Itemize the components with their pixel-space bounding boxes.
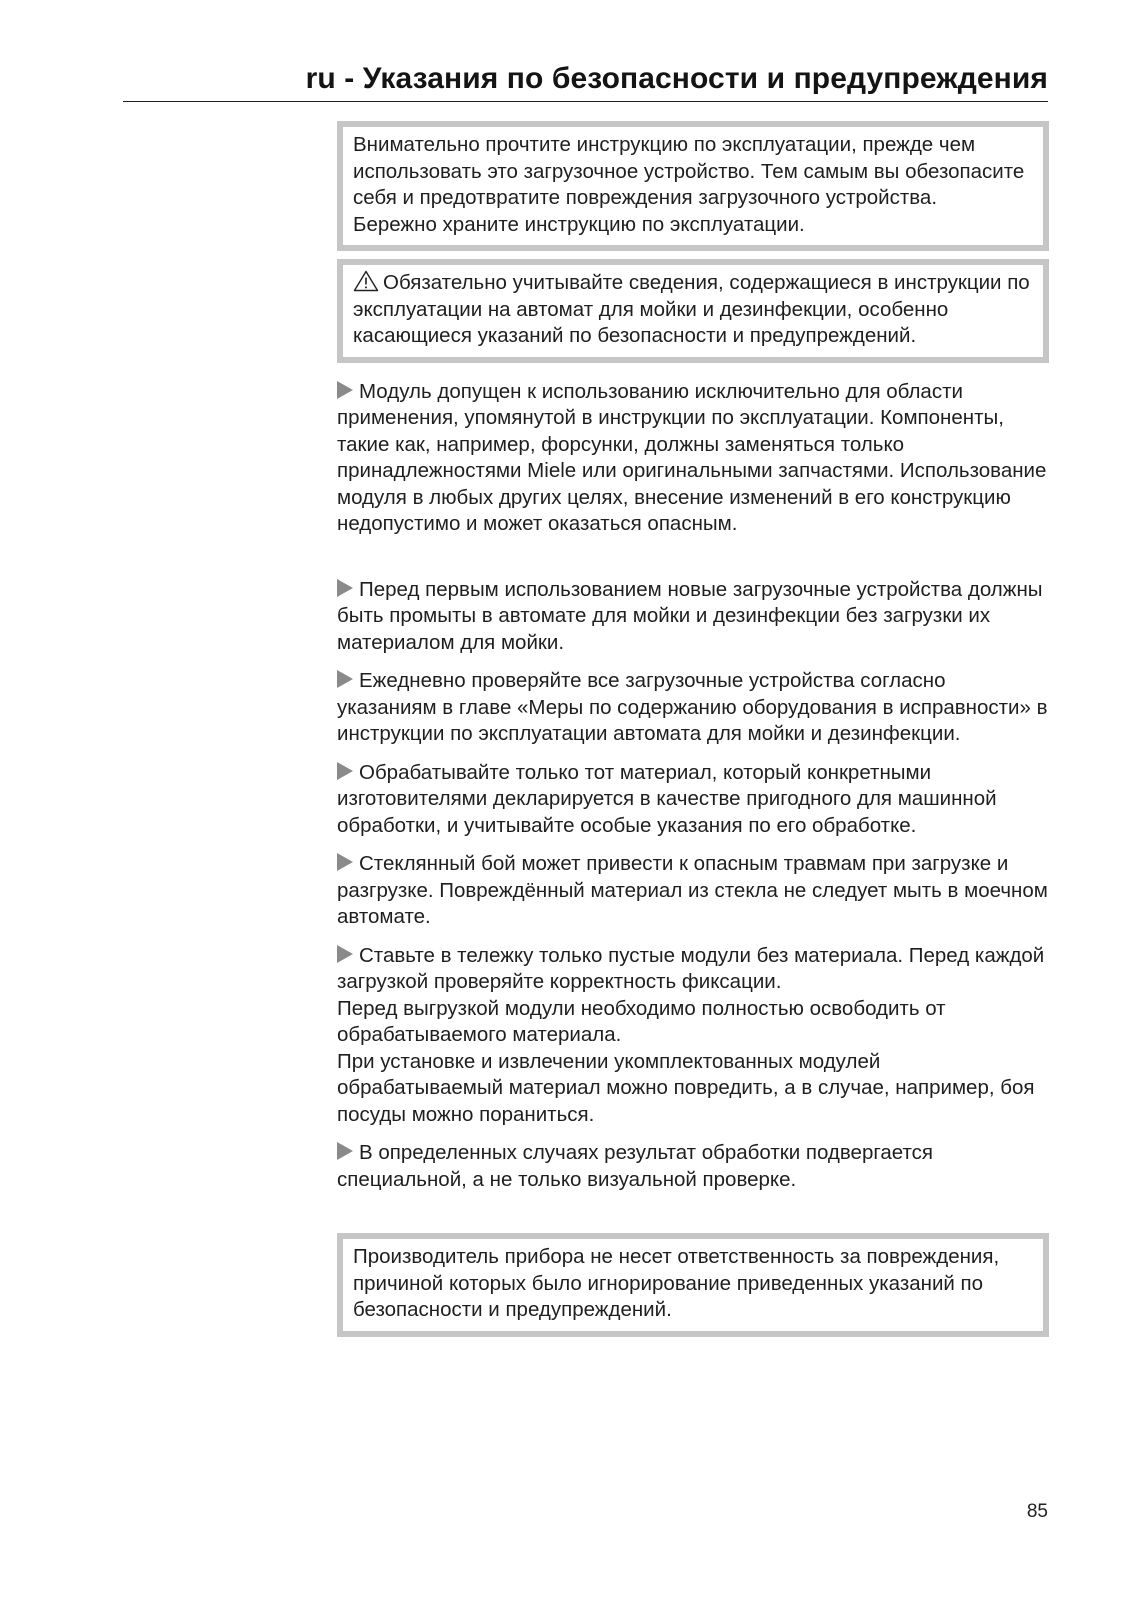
safety-item-text: Перед выгрузкой модули необходимо полностью освободить от обрабатываемого материала. — [337, 996, 946, 1046]
triangle-right-icon — [337, 1142, 353, 1160]
intro-notice-box — [337, 121, 1049, 251]
warning-notice-box — [337, 259, 1049, 363]
safety-item-paragraph — [337, 943, 1049, 996]
triangle-right-icon — [337, 762, 353, 780]
safety-item — [337, 1140, 1049, 1193]
intro-notice-text: Внимательно прочтите инструкцию по эксплуатации, прежде чем использовать это загрузочное устройство. Тем самым вы обезопасите себя и предотвратите повреждения загрузочного устройства. — [353, 133, 1025, 209]
safety-item — [337, 943, 1049, 1129]
warning-notice-text: Обязательно учитывайте сведения, содержащиеся в инструкции по эксплуатации на автомат для мойки и дезинфекции, особенно касающиеся указаний по безопасности и предупреждений. — [353, 271, 1030, 347]
safety-item — [337, 379, 1049, 538]
warning-notice-paragraph — [353, 270, 1033, 350]
safety-item-paragraph — [337, 1140, 1049, 1193]
safety-item — [337, 577, 1049, 657]
safety-item-paragraph — [337, 577, 1049, 657]
triangle-right-icon — [337, 579, 353, 597]
header-rule — [123, 101, 1048, 102]
safety-item-text: Ежедневно проверяйте все загрузочные устройства согласно указаниям в главе «Меры по содержанию оборудования в исправности» в инструкции по эксплуатации автомата для мойки и дезинфекции. — [337, 669, 1048, 745]
safety-item-text: При установке и извлечении укомплектованных модулей обрабатываемый материал можно повредить, а в случае, например, боя посуды можно пораниться. — [337, 1049, 1035, 1126]
safety-item-text: Ставьте в тележку только пустые модули без материала. Перед каждой загрузкой проверяйте корректность фиксации. — [337, 943, 1045, 993]
warning-triangle-icon — [353, 270, 379, 292]
triangle-right-icon — [337, 381, 353, 399]
safety-item-text: Модуль допущен к использованию исключительно для области применения, упомянутой в инструкции по эксплуатации. Компоненты, такие как, например, форсунки, должны заменяться только принадлежностями Miele или оригинальными запчастями. Использование модуля в любых других целях, внесение изменений в его конструкцию недопустимо и может оказаться опасным. — [337, 379, 1047, 535]
safety-item-text: В определенных случаях результат обработки подвергается специальной, а не только визуальной проверке. — [337, 1141, 934, 1191]
safety-item-paragraph — [337, 760, 1049, 840]
safety-item-paragraph — [337, 851, 1049, 931]
liability-notice-box — [337, 1233, 1049, 1337]
safety-item-text: Перед первым использованием новые загрузочные устройства должны быть промыты в автомате для мойки и дезинфекции без загрузки их материалом для мойки. — [337, 577, 1043, 654]
intro-notice-text: Бережно храните инструкцию по эксплуатации. — [353, 212, 805, 236]
safety-item-paragraph — [337, 379, 1049, 538]
main-content — [337, 121, 1049, 1345]
safety-item — [337, 851, 1049, 931]
triangle-right-icon — [337, 670, 353, 688]
page-title: ru - Указания по безопасности и предупреждения — [305, 62, 1048, 95]
safety-item-text: Обрабатывайте только тот материал, который конкретными изготовителями декларируется в качестве пригодного для машинной обработки, и учитывайте особые указания по его обработке. — [337, 760, 997, 837]
safety-item-paragraph — [337, 668, 1049, 748]
triangle-right-icon — [337, 853, 353, 871]
safety-item — [337, 668, 1049, 748]
triangle-right-icon — [337, 945, 353, 963]
page-number: 85 — [1026, 1501, 1048, 1522]
safety-item — [337, 760, 1049, 840]
safety-item-text: Стеклянный бой может привести к опасным травмам при загрузке и разгрузке. Повреждённый материал из стекла не следует мыть в моечном автомате. — [337, 852, 1048, 928]
liability-notice-text: Производитель прибора не несет ответственность за повреждения, причиной которых было игнорирование приведенных указаний по безопасности и предупреждений. — [353, 1245, 1000, 1321]
